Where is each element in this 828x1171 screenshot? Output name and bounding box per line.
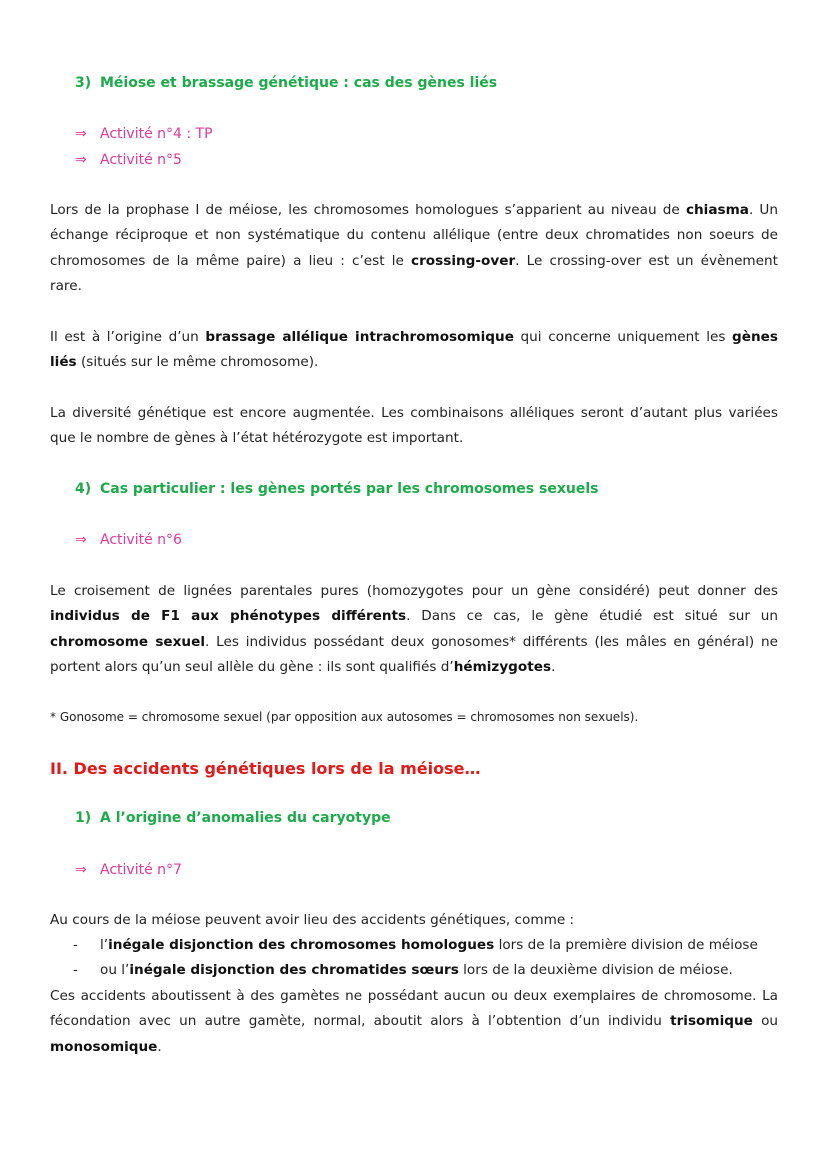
list-item-chromosomes: - l’inégale disjonction des chromosomes homologues lors de la première division de méiose: [73, 937, 758, 953]
list-item-chromatides: - ou l’inégale disjonction des chromatides sœurs lors de la deuxième division de méiose.: [73, 962, 733, 978]
activity-link-5[interactable]: ⇒ Activité n°5: [75, 152, 182, 168]
paragraph-gonosomes: Le croisement de lignées parentales pures (homozygotes pour un gène considéré) peut donner des individus de F1 aux phénotypes différents. Dans ce cas, le gène étudié est situé sur un chromosome sexuel. Les individus possédant deux gonosomes* différents (les mâles en général) ne portent alors qu’un seul allèle du gène : ils sont qualifiés d’hémizygotes.: [50, 583, 779, 675]
arrow-icon: ⇒: [75, 862, 87, 878]
paragraph-crossing-over: Lors de la prophase I de méiose, les chromosomes homologues s’apparient au niveau de chiasma. Un échange réciproque et non systématique du contenu allélique (entre deux chromatides non soeurs de chromosomes de la même paire) a lieu : c’est le crossing-over. Le crossing-over est un évènement rare.: [50, 202, 778, 294]
section-heading-1: 1) A l’origine d’anomalies du caryotype: [75, 810, 391, 826]
paragraph-accidents: Ces accidents aboutissent à des gamètes ne possédant aucun ou deux exemplaires de chromosome. La fécondation avec un autre gamète, normal, aboutit alors à l’obtention d’un individu trisomique ou monosomique.: [50, 988, 778, 1055]
arrow-icon: ⇒: [75, 532, 87, 548]
part-heading-accidents: II. Des accidents génétiques lors de la méiose…: [50, 759, 481, 778]
paragraph-brassage: Il est à l’origine d’un brassage allélique intrachromosomique qui concerne uniquement les gènes liés (situés sur le même chromosome).: [50, 329, 778, 371]
arrow-icon: ⇒: [75, 126, 87, 142]
section-heading-4: 4) Cas particulier : les gènes portés par les chromosomes sexuels: [75, 481, 599, 497]
activity-link-7[interactable]: ⇒ Activité n°7: [75, 862, 182, 878]
paragraph-accidents-intro: Au cours de la méiose peuvent avoir lieu des accidents génétiques, comme :: [50, 912, 575, 928]
footnote-gonosome: * Gonosome = chromosome sexuel (par opposition aux autosomes = chromosomes non sexuels).: [50, 710, 639, 724]
section-heading-3: 3) Méiose et brassage génétique : cas des gènes liés: [75, 75, 498, 91]
activity-link-6[interactable]: ⇒ Activité n°6: [75, 532, 182, 548]
paragraph-diversite: La diversité génétique est encore augmentée. Les combinaisons alléliques seront d’autant plus variées que le nombre de gènes à l’état hétérozygote est important.: [50, 405, 778, 447]
activity-link-4[interactable]: ⇒ Activité n°4 : TP: [75, 126, 213, 142]
arrow-icon: ⇒: [75, 152, 87, 168]
